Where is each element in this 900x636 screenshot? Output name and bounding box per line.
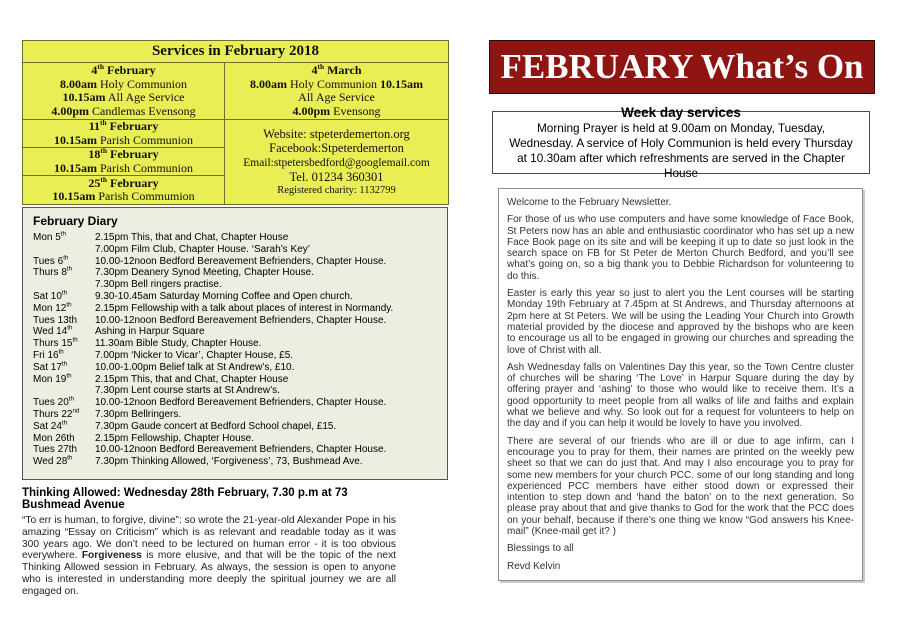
diary-line: 2.15pm This, that and Chat, Chapter House — [95, 232, 289, 243]
diary-entry-row — [33, 409, 437, 421]
text-segment: Holy Communion — [286, 76, 380, 91]
diary-entry-row — [33, 315, 437, 327]
diary-line: 7.30pm Bell ringers practise. — [95, 279, 222, 291]
letter-paragraph: For those of us who use computers and have some knowledge of Face Book, St Peters now has an able and enthusiastic coordinator who has set up a new Face Book page on its site and will be keeping it up to date so just look in the search space on FB for St Peter de Merton Church Bedford, and you’ll see what’s going on, so a big thank you to Debbie Richardson for volunteering to do this. — [507, 214, 854, 282]
diary-day: Thurs 15th — [33, 336, 78, 350]
text-segment: Holy Communion — [96, 76, 187, 91]
banner-title: FEBRUARY What’s On — [500, 47, 864, 86]
text-segment: 10.15am — [52, 189, 96, 203]
diary-line: 7.30pm Thinking Allowed, ‘Forgiveness’, 73, Bushmead Ave. — [95, 456, 363, 468]
diary-day: Fri 16th — [33, 348, 64, 361]
diary-day-suffix: th — [61, 419, 68, 427]
services-march-cell — [225, 63, 448, 120]
services-date-cell — [23, 176, 224, 204]
contact-line: Facebook:Stpeterdemerton — [269, 141, 404, 156]
diary-day: Wed 14th — [33, 325, 73, 338]
text-segment: 18 — [88, 147, 101, 161]
contact-line: Email:stpetersbedford@googlemail.com — [243, 156, 430, 169]
text-segment: 10.15am — [53, 160, 97, 175]
text-segment: All Age Service — [298, 90, 375, 104]
weekday-body: Morning Prayer is held at 9.00am on Monday, Tuesday, Wednesday. A service of Holy Communion is held every Thursday at 10.30am after which refreshments are served in the Chapter House — [509, 120, 853, 180]
service-line — [23, 78, 224, 92]
diary-line: 7.30pm Bellringers. — [95, 408, 182, 420]
diary-day-suffix: th — [67, 454, 73, 462]
contact-line: Tel. 01234 360301 — [289, 169, 384, 184]
service-line — [225, 91, 448, 105]
diary-entry-row — [33, 362, 437, 374]
diary-day-suffix: th — [60, 230, 66, 238]
text-segment: February — [106, 147, 159, 161]
service-line — [23, 134, 224, 148]
thinking-bold-word: Forgiveness — [81, 550, 142, 562]
service-line — [23, 190, 224, 204]
text-segment: Parish Commumion — [95, 189, 195, 203]
diary-day-suffix: th — [58, 348, 64, 356]
diary-day-suffix: th — [68, 395, 74, 403]
banner — [489, 40, 875, 94]
diary-day-suffix: th — [61, 289, 68, 297]
diary-line: 7.30pm Deanery Synod Meeting, Chapter House. — [95, 267, 315, 279]
text-segment: 4.00pm — [51, 103, 89, 118]
services-title: Services in February 2018 — [23, 41, 448, 63]
letter-paragraph: There are several of our friends who are ill or due to age infirm, can I encourage you to pray for them, their names are printed on the weekly pew sheet so that we can do just that. And may I also encourage you to pray for some new members for your church PCC. some of our long standing and long experienced PCC members have either stood down or expressed their intention to step down and ‘hand the baton’ on to the next generation. So please pray about that and give thanks to God for the work that the PCC does on your behalf, because if there’s one thing we know “God answers his Knee-mail” (Knee-mail get it? ) — [507, 435, 854, 538]
service-line — [23, 162, 224, 176]
diary-day-suffix: nd — [72, 407, 80, 415]
diary-line: 10.00-12noon Bedford Bereavement Befrienders, Chapter House. — [95, 314, 387, 326]
diary-day: Mon 5th — [33, 230, 66, 243]
weekday-heading: Week day services — [621, 104, 741, 120]
letter-box — [498, 188, 863, 581]
diary-day-suffix: th — [66, 301, 72, 309]
service-line — [23, 120, 224, 134]
text-segment: February — [106, 175, 159, 190]
diary-day: Thurs 8th — [33, 266, 73, 279]
text-segment: February — [106, 119, 159, 133]
diary-day: Tues 20th — [33, 395, 74, 409]
services-date-cell — [23, 148, 224, 176]
service-line — [225, 78, 448, 92]
diary-line: 2.15pm This, that and Chat, Chapter House — [95, 373, 289, 385]
diary-line: 10.00-12noon Bedford Bereavement Befrienders, Chapter House. — [95, 397, 387, 409]
diary-title: February Diary — [33, 214, 118, 228]
service-line — [225, 105, 448, 119]
diary-day-suffix: th — [72, 336, 78, 344]
text-segment: March — [324, 63, 362, 77]
diary-entry-row — [33, 303, 437, 315]
diary-line: 2.15pm Fellowship, Chapter House. — [95, 432, 254, 444]
text-segment: 11 — [88, 119, 101, 133]
letter-paragraph: Ash Wednesday falls on Valentines Day this year, so the Town Centre cluster of churches will be sharing ‘The Love’ in Harpur Square during the day by offering prayer and ‘ashing’ to those who would like to receive them. It’s a good opportunity to meet people from all walks of life and faiths and explain what we believe and why. So look out for a request for volunteers to help on the day and if you can help it would be lovely to have you involved. — [507, 361, 854, 430]
letter-paragraph: Blessings to all — [507, 543, 574, 555]
diary-day-suffix: th — [66, 266, 73, 274]
text-segment: 8.00am — [59, 76, 97, 91]
thinking-heading: Thinking Allowed: Wednesday 28th February, 7.30 p.m at 73 Bushmead Avenue — [22, 487, 348, 511]
text-segment: February — [103, 63, 156, 77]
diary-day: Tues 6th — [33, 254, 69, 267]
diary-entry-row — [33, 397, 437, 409]
diary-day: Wed 28th — [33, 454, 73, 468]
diary-line: 9.30-10.45am Saturday Morning Coffee and Open church. — [95, 290, 353, 302]
services-date-cell — [23, 63, 224, 120]
diary-entry-row — [33, 279, 437, 291]
service-line — [23, 148, 224, 162]
services-left-column — [23, 63, 225, 204]
diary-entry-row — [33, 421, 437, 433]
diary-line: 7.30pm Lent course starts at St Andrew’s. — [95, 385, 280, 397]
text-segment: th — [100, 174, 107, 184]
diary-entry-row — [33, 326, 437, 338]
service-line — [23, 105, 224, 119]
diary-entry-row — [33, 456, 437, 468]
diary-day: Tues 13th — [33, 314, 78, 326]
diary-day: Mon 19th — [33, 372, 72, 385]
diary-entry-row — [33, 350, 437, 362]
diary-entries — [33, 232, 437, 468]
text-segment: th — [100, 146, 107, 155]
text-segment: 10.15am — [380, 76, 423, 91]
diary-line: 10.00-1.00pm Belief talk at St Andrew’s, £10. — [95, 361, 295, 373]
service-line — [225, 64, 448, 78]
diary-entry-row — [33, 385, 437, 397]
services-table — [22, 40, 449, 205]
diary-line: Ashing in Harpur Square — [95, 326, 205, 338]
diary-box — [22, 207, 448, 480]
services-contact-cell — [225, 120, 448, 204]
service-line — [23, 91, 224, 105]
text-segment: th — [317, 62, 325, 71]
diary-entry-row — [33, 244, 437, 256]
thinking-body-text-after: is more elusive, and that will be the topic of the next Thinking Allowed session in February. As always, the session is open to anyone who is interested in understanding more deeply the spiritual journey we are all engaged on. — [22, 550, 396, 597]
diary-day-suffix: th — [61, 360, 68, 368]
thinking-allowed-section — [22, 487, 396, 598]
text-segment: Parish Communion — [96, 160, 193, 175]
thinking-body — [22, 515, 396, 598]
text-segment: 10.15am — [53, 132, 97, 147]
diary-day-suffix: th — [66, 372, 72, 380]
diary-entry-row — [33, 267, 437, 279]
weekday-services-box — [492, 104, 870, 180]
diary-day: Thurs 22nd — [33, 407, 80, 420]
letter-paragraph: Welcome to the February Newsletter. — [507, 197, 672, 208]
diary-entry-row — [33, 444, 437, 456]
service-line — [23, 174, 224, 191]
diary-day: Mon 12th — [33, 301, 72, 314]
diary-day-suffix: th — [63, 254, 69, 262]
text-segment: All Age Service — [105, 90, 185, 104]
diary-line: 2.15pm Fellowship with a talk about places of interest in Normandy. — [95, 302, 394, 314]
text-segment: 25 — [88, 175, 101, 190]
letter-paragraph: Easter is early this year so just to alert you the Lent courses will be starting Monday 19th February at 7.45pm at St Andrews, and Thursday afternoons at 2pm here at St Peters. We will be using the Leading Your Church into Growth material provided by the diocese and approved by the bishops who are keen to encourage us all to be engaged in growing our churches and spreading the love of Christ with all. — [507, 288, 854, 356]
letter-content — [507, 197, 854, 572]
text-segment: 4 — [311, 63, 318, 77]
text-segment: Parish Communion — [96, 132, 193, 147]
text-segment: th — [100, 118, 107, 127]
diary-line: 7.00pm ‘Nicker to Vicar’, Chapter House, £5. — [95, 349, 294, 361]
diary-entry-row — [33, 256, 437, 268]
diary-line: 11.30am Bible Study, Chapter House. — [95, 338, 262, 350]
contact-line: Website: stpeterdemerton.org — [263, 126, 410, 141]
services-right-column — [225, 63, 448, 204]
text-segment: 10.15am — [62, 90, 106, 104]
diary-day: Sat 17th — [33, 360, 68, 373]
letter-paragraph: Revd Kelvin — [507, 560, 561, 572]
text-segment: Evensong — [330, 103, 381, 118]
text-segment: th — [97, 62, 104, 71]
diary-entry-row — [33, 232, 437, 244]
diary-day: Sat 10th — [33, 289, 68, 302]
diary-entry-row — [33, 338, 437, 350]
diary-line: 10.00-12noon Bedford Bereavement Befrienders, Chapter House. — [95, 444, 387, 456]
diary-day: Tues 27th — [33, 444, 78, 456]
diary-day: Sat 24th — [33, 419, 68, 432]
diary-entry-row — [33, 374, 437, 386]
text-segment: 4.00pm — [292, 103, 331, 118]
text-segment: 4 — [91, 63, 98, 77]
diary-day: Mon 26th — [33, 432, 75, 444]
diary-entry-row — [33, 433, 437, 445]
diary-day — [33, 385, 95, 397]
thinking-body-text-before: “To err is human, to forgive, divine”: so wrote the 21-year-old Alexander Pope in his amazing “Essay on Criticism” which is as relevant and readable today as it was 300 years ago. We don’t need to be lectured on human error - it is too obvious everywhere. — [22, 515, 396, 562]
text-segment: 8.00am — [249, 76, 287, 91]
diary-line: 7.30pm Gaude concert at Bedford School chapel, £15. — [95, 420, 337, 432]
diary-line: 10.00-12noon Bedford Bereavement Befrienders, Chapter House. — [95, 255, 387, 267]
contact-line: Registered charity: 1132799 — [277, 185, 396, 197]
services-table-body — [23, 63, 448, 204]
services-date-cell — [23, 120, 224, 148]
diary-line: 7.00pm Film Club, Chapter House. ‘Sarah’s Key’ — [95, 243, 310, 255]
text-segment: Candlemas Evensong — [89, 103, 196, 118]
diary-entry-row — [33, 291, 437, 303]
service-line — [23, 64, 224, 78]
diary-day-suffix: th — [67, 325, 73, 333]
